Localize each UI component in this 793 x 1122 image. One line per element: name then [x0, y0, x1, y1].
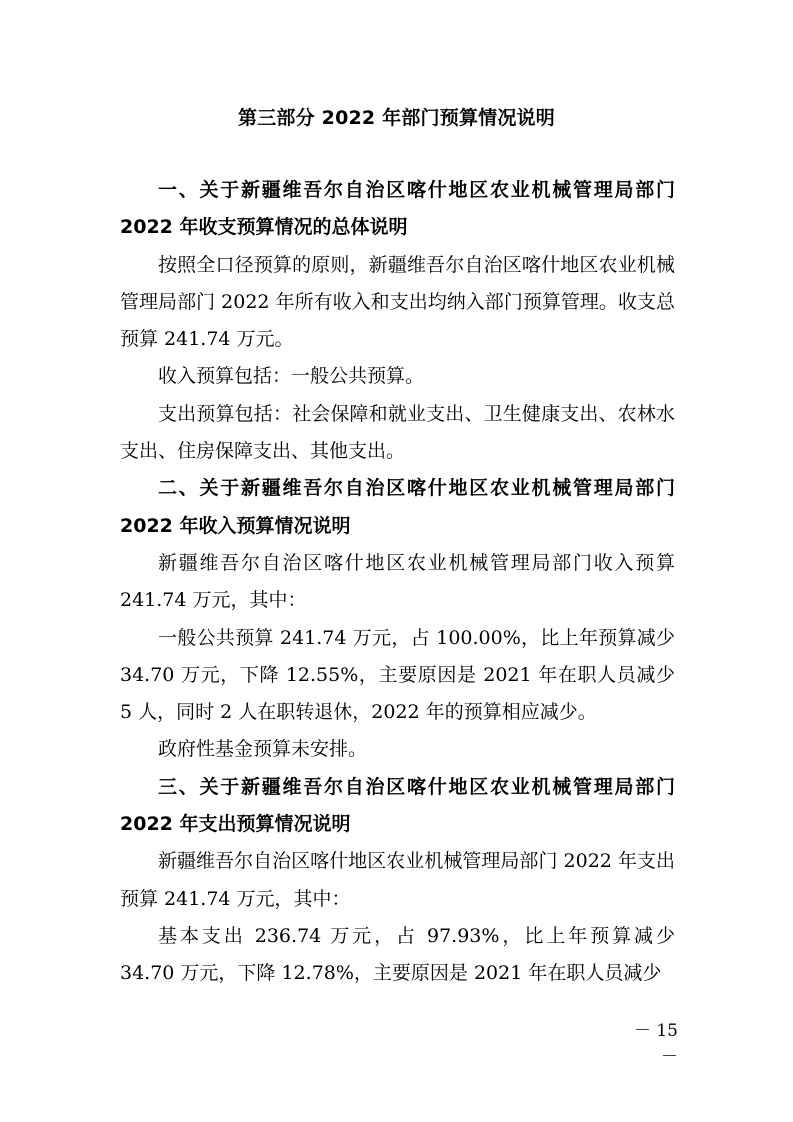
paragraph: 基本支出 236.74 万元，占 97.93%，比上年预算减少 34.70 万元，下降 12.78%，主要原因是 2021 年在职人员减少 — [120, 924, 675, 985]
paragraph: 新疆维吾尔自治区喀什地区农业机械管理局部门收入预算 241.74 万元，其中： — [120, 551, 675, 612]
section-heading-1: 一、关于新疆维吾尔自治区喀什地区农业机械管理局部门 2022 年收支预算情况的总体说明 — [120, 179, 675, 239]
paragraph: 一般公共预算 241.74 万元，占 100.00%，比上年预算减少 34.70 万元，下降 12.55%，主要原因是 2021 年在职人员减少 5 人，同时 2 人在职转退休，2022 年的预算相应减少。 — [120, 626, 675, 724]
section-heading-2: 二、关于新疆维吾尔自治区喀什地区农业机械管理局部门 2022 年收入预算情况说明 — [120, 477, 675, 537]
page-title: 第三部分 2022 年部门预算情况说明 — [238, 107, 555, 129]
document-body — [120, 172, 675, 993]
paragraph: 政府性基金预算未安排。 — [158, 738, 368, 761]
section-heading-3: 三、关于新疆维吾尔自治区喀什地区农业机械管理局部门 2022 年支出预算情况说明 — [120, 775, 675, 836]
paragraph: 支出预算包括：社会保障和就业支出、卫生健康支出、农林水支出、住房保障支出、其他支出。 — [120, 402, 675, 463]
paragraph: 按照全口径预算的原则，新疆维吾尔自治区喀什地区农业机械管理局部门 2022 年所有收入和支出均纳入部门预算管理。收支总预算 241.74 万元。 — [120, 253, 675, 351]
paragraph: 新疆维吾尔自治区喀什地区农业机械管理局部门 2022 年支出预算 241.74 万元，其中： — [120, 850, 675, 910]
paragraph: 收入预算包括：一般公共预算。 — [158, 365, 425, 388]
page-number: － 15 － — [633, 1021, 678, 1067]
